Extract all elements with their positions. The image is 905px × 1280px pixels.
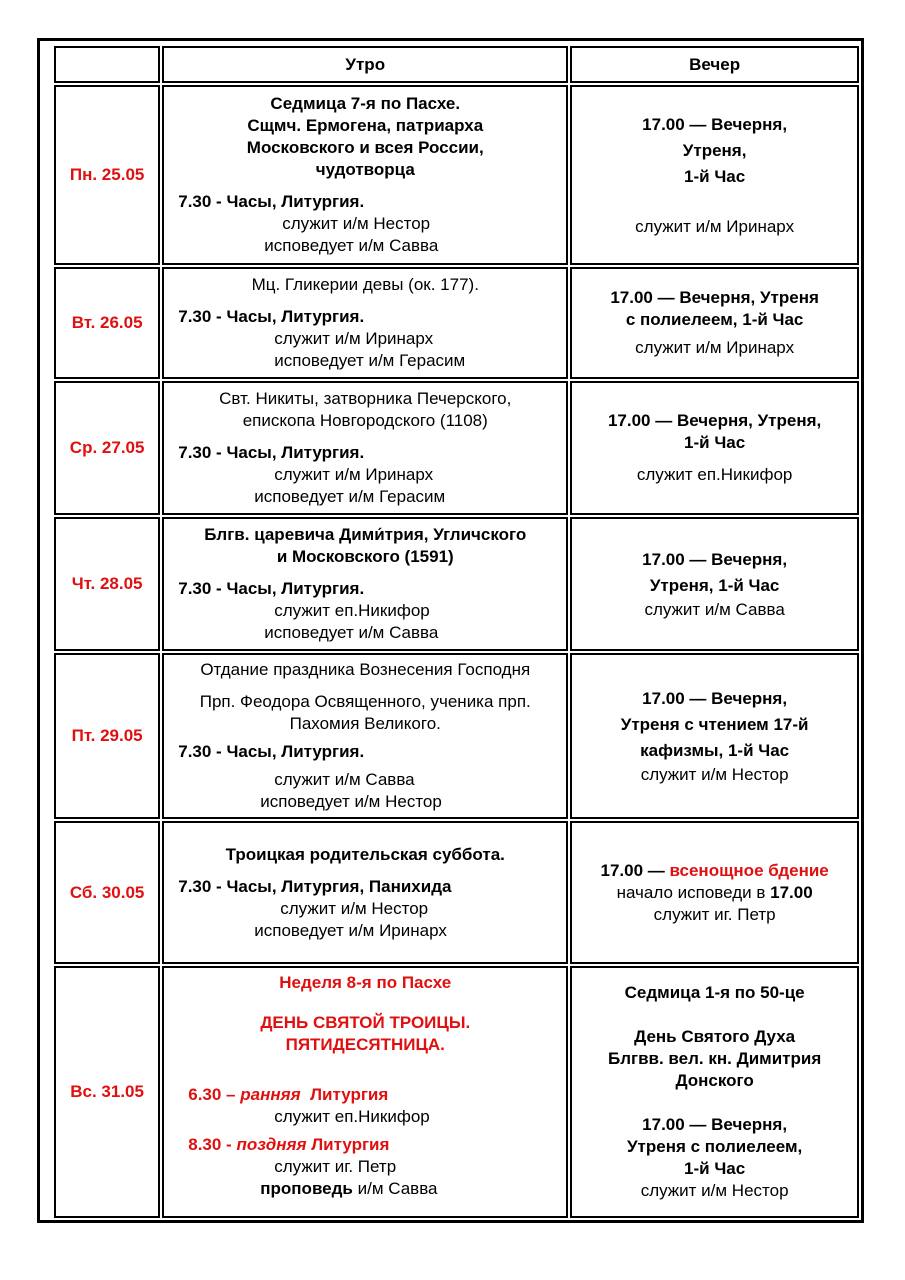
day-cell: Ср. 27.05 (54, 381, 160, 515)
evening-line: 1-й Час (684, 1159, 746, 1178)
evening-line: 17.00 — Вечерня, (642, 689, 788, 708)
header-morning: Утро (162, 46, 568, 83)
morning-cell (162, 821, 568, 964)
evening-line: Утреня с чтением 17-й (620, 715, 809, 734)
evening-line: 17.00 — Вечерня, (642, 115, 788, 134)
feast-line: Сщмч. Ермогена, патриарха (247, 116, 484, 135)
early-rest: Литургия (310, 1085, 389, 1104)
service-time: 7.30 - Часы, Литургия. (178, 579, 365, 598)
sermon-line (170, 1178, 560, 1200)
day-cell: Чт. 28.05 (54, 517, 160, 651)
service-time: 7.30 - Часы, Литургия. (178, 307, 365, 326)
evening-line (578, 882, 851, 904)
evening-line: 17.00 — Вечерня, (642, 550, 788, 569)
morning-cell (162, 517, 568, 651)
evening-line: Утреня, (682, 141, 747, 160)
morning-cell (162, 653, 568, 819)
feast-line: Свт. Никиты, затворника Печерского, (219, 389, 512, 408)
feast-line: Седмица 7-я по Пасхе. (270, 94, 461, 113)
evening-cell (570, 966, 859, 1218)
evening-cell (570, 381, 859, 515)
feast-line: ПЯТИДЕСЯТНИЦА. (285, 1035, 445, 1054)
early-time: 6.30 – (188, 1085, 236, 1104)
morning-cell (162, 85, 568, 265)
eve-day-line: Блгвв. вел. кн. Димитрия (607, 1049, 822, 1068)
evening-serves: служит и/м Нестор (640, 765, 789, 784)
feast-line: Пахомия Великого. (289, 714, 441, 733)
header-evening: Вечер (570, 46, 859, 83)
evening-line: 17.00 — Вечерня, Утреня, (607, 411, 822, 430)
service-time: 7.30 - Часы, Литургия. (178, 192, 365, 211)
vigil-title: всенощное бдение (669, 860, 829, 880)
day-cell: Пн. 25.05 (54, 85, 160, 265)
serves-text: служит еп.Никифор (274, 601, 430, 620)
evening-serves: служит и/м Иринарх (635, 217, 795, 236)
evening-cell (570, 517, 859, 651)
feast-line: чудотворца (315, 160, 415, 179)
confess-start-label: начало исповеди в (616, 882, 766, 902)
morning-cell (162, 267, 568, 379)
day-cell: Сб. 30.05 (54, 821, 160, 964)
service-time: 7.30 - Часы, Литургия, Панихида (178, 876, 452, 896)
eve-day-line: Донского (675, 1071, 754, 1090)
evening-serves: служит иг. Петр (653, 904, 776, 924)
evening-cell (570, 267, 859, 379)
evening-line: 1-й Час (684, 433, 746, 452)
confess-text: исповедует и/м Герасим (254, 487, 446, 506)
feast-line: Мц. Гликерии девы (ок. 177). (251, 275, 479, 294)
table-row (54, 653, 859, 819)
feast-line: Московского и всея России, (246, 138, 484, 157)
evening-time: 17.00 — (600, 860, 665, 880)
evening-line (578, 860, 851, 882)
header-row (54, 46, 859, 83)
evening-line: 1-й Час (684, 167, 746, 186)
table-row (54, 966, 859, 1218)
confess-text: исповедует и/м Герасим (274, 351, 466, 370)
serves-text: служит и/м Нестор (280, 898, 429, 918)
evening-line: с полиелеем, 1-й Час (625, 310, 804, 329)
table-row (54, 821, 859, 964)
evening-line: 17.00 — Вечерня, Утреня (610, 288, 819, 307)
serves-text: служит и/м Нестор (282, 214, 431, 233)
service-time: 7.30 - Часы, Литургия. (178, 443, 365, 462)
schedule-table (52, 44, 861, 1220)
table-row (54, 517, 859, 651)
eve-day-line: День Святого Духа (634, 1027, 796, 1046)
day-cell: Вт. 26.05 (54, 267, 160, 379)
feast-line: ДЕНЬ СВЯТОЙ ТРОИЦЫ. (260, 1013, 471, 1032)
eve-week: Седмица 1-я по 50-це (624, 983, 805, 1002)
evening-line: Утреня, 1-й Час (649, 576, 780, 595)
table-row (54, 381, 859, 515)
week-title: Неделя 8-я по Пасхе (279, 973, 452, 992)
evening-cell (570, 821, 859, 964)
confess-text: исповедует и/м Нестор (260, 792, 442, 811)
serves-text: служит еп.Никифор (274, 1107, 430, 1126)
morning-cell (162, 966, 568, 1218)
header-day (54, 46, 160, 83)
evening-serves: служит и/м Нестор (640, 1181, 789, 1200)
feast-line: Троицкая родительская суббота. (225, 844, 505, 864)
confess-text: исповедует и/м Савва (264, 623, 439, 642)
confess-text: исповедует и/м Иринарх (254, 920, 447, 940)
evening-cell (570, 85, 859, 265)
serves-text: служит и/м Иринарх (274, 329, 434, 348)
day-cell: Пт. 29.05 (54, 653, 160, 819)
evening-line: кафизмы, 1-й Час (640, 741, 790, 760)
feast-line: и Московского (1591) (276, 547, 454, 566)
evening-line: Утреня с полиелеем, (626, 1137, 803, 1156)
day-cell: Вс. 31.05 (54, 966, 160, 1218)
feast-line: Прп. Феодора Освященного, ученика прп. (199, 692, 531, 711)
morning-cell (162, 381, 568, 515)
evening-line: 17.00 — Вечерня, (642, 1115, 788, 1134)
table-row (54, 85, 859, 265)
late-kind: поздняя (236, 1135, 307, 1154)
late-rest: Литургия (311, 1135, 390, 1154)
service-time: 7.30 - Часы, Литургия. (178, 742, 365, 761)
serves-text: служит иг. Петр (274, 1157, 397, 1176)
early-liturgy (170, 1084, 560, 1106)
evening-serves: служит и/м Савва (644, 600, 785, 619)
evening-serves: служит и/м Иринарх (635, 338, 795, 357)
feast-line: Отдание праздника Вознесения Господня (200, 660, 531, 679)
sermon-label: проповедь (260, 1179, 353, 1198)
serves-text: служит и/м Савва (274, 770, 415, 789)
confess-start-time: 17.00 (770, 882, 813, 902)
early-kind: ранняя (240, 1085, 301, 1104)
table-row (54, 267, 859, 379)
feast-line: Блгв. царевича Дими́трия, Угличского (204, 525, 527, 544)
evening-serves: служит еп.Никифор (636, 465, 793, 484)
late-time: 8.30 - (188, 1135, 232, 1154)
confess-text: исповедует и/м Савва (264, 236, 439, 255)
late-liturgy (170, 1134, 560, 1156)
serves-text: служит и/м Иринарх (274, 465, 434, 484)
evening-cell (570, 653, 859, 819)
feast-line: епископа Новгородского (1108) (242, 411, 488, 430)
sermon-by: и/м Савва (357, 1179, 438, 1198)
